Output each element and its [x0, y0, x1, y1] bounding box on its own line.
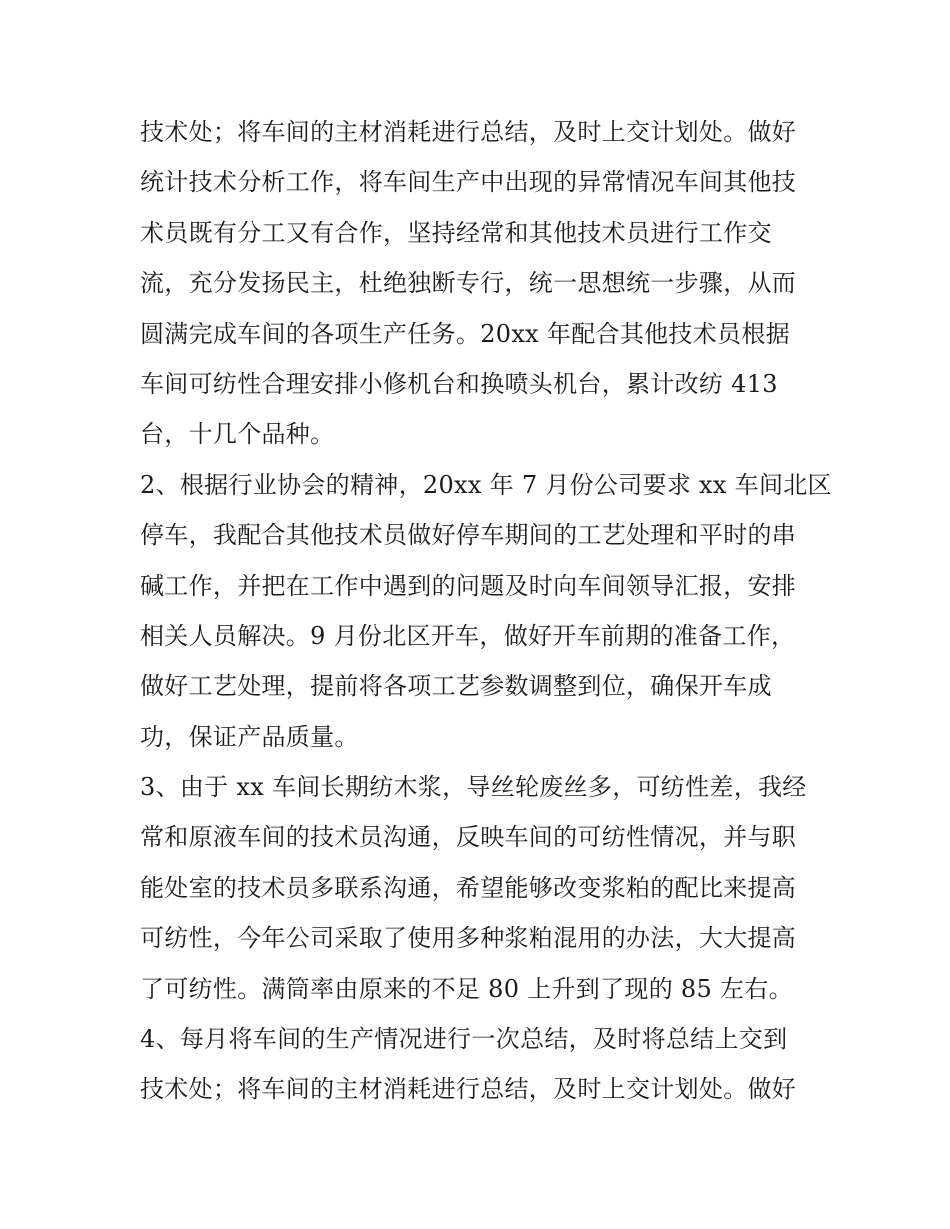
text-line: 台，十几个品种。: [140, 420, 335, 449]
text-line: 可纺性，今年公司采取了使用多种浆粕混用的办法，大大提高: [140, 924, 797, 953]
text-line: 相关人员解决。9 月份北区开车，做好开车前期的准备工作，: [140, 621, 796, 650]
text-line: 圆满完成车间的各项生产任务。20xx 年配合其他技术员根据: [140, 319, 790, 348]
text-line: 了可纺性。满筒率由原来的不足 80 上升到了现的 85 左右。: [140, 974, 793, 1003]
text-line: 3、由于 xx 车间长期纺木浆，导丝轮废丝多，可纺性差，我经: [140, 773, 807, 802]
text-line: 车间可纺性合理安排小修机台和换喷头机台，累计改纺 413: [140, 369, 778, 398]
text-line: 技术处；将车间的主材消耗进行总结，及时上交计划处。做好: [140, 1075, 797, 1104]
text-line: 常和原液车间的技术员沟通，反映车间的可纺性情况，并与职: [140, 823, 797, 852]
document-body: [140, 107, 832, 1115]
text-line: 停车，我配合其他技术员做好停车期间的工艺处理和平时的串: [140, 521, 797, 550]
text-line: 术员既有分工又有合作，坚持经常和其他技术员进行工作交: [140, 218, 772, 247]
text-line: 流，充分发扬民主，杜绝独断专行，统一思想统一步骤，从而: [140, 269, 797, 298]
text-line: 技术处；将车间的主材消耗进行总结，及时上交计划处。做好: [140, 118, 797, 146]
text-line: 做好工艺处理，提前将各项工艺参数调整到位，确保开车成: [140, 672, 772, 701]
text-line: 2、根据行业协会的精神，20xx 年 7 月份公司要求 xx 车间北区: [140, 470, 832, 499]
text-line: 碱工作，并把在工作中遇到的问题及时向车间领导汇报，安排: [140, 571, 797, 600]
text-line: 功，保证产品质量。: [140, 722, 359, 751]
text-line: 统计技术分析工作，将车间生产中出现的异常情况车间其他技: [140, 168, 797, 197]
text-line: 4、每月将车间的生产情况进行一次总结，及时将总结上交到: [140, 1025, 788, 1054]
text-line: 能处室的技术员多联系沟通，希望能够改变浆粕的配比来提高: [140, 873, 797, 902]
